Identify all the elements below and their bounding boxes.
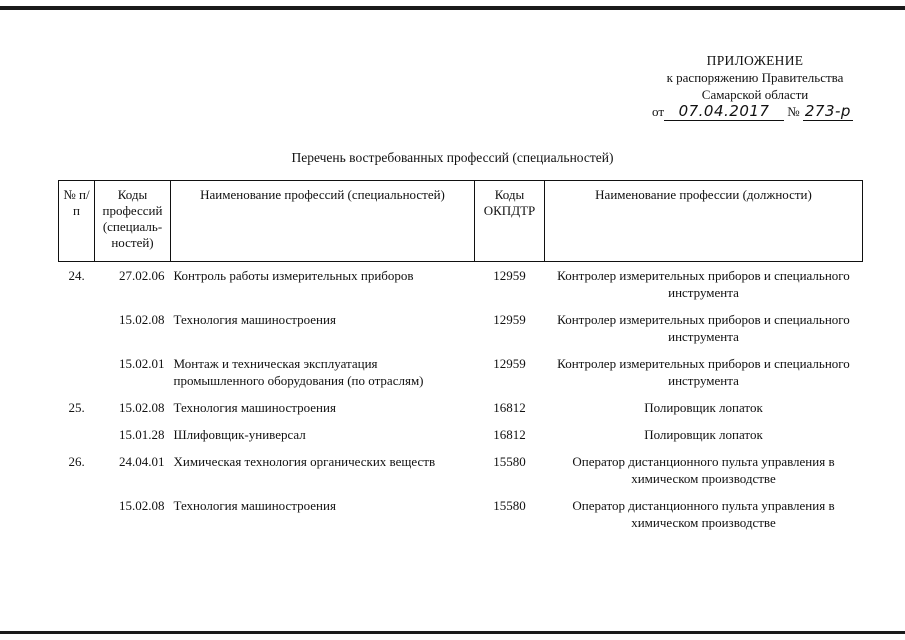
date-label: от bbox=[652, 104, 665, 119]
row-profession: Контролер измерительных приборов и специального инструмента bbox=[557, 356, 850, 388]
table-row bbox=[59, 394, 863, 421]
header-profession: Наименование профессии (должности) bbox=[545, 181, 863, 262]
row-okpdtr: 12959 bbox=[493, 312, 526, 327]
row-profession: Оператор дистанционного пульта управления в химическом производстве bbox=[572, 454, 835, 486]
header-name: Наименование профессий (специальностей) bbox=[171, 181, 475, 262]
annex-date-number bbox=[652, 102, 853, 121]
row-code: 27.02.06 bbox=[119, 268, 165, 283]
row-specialty: Технология машиностроения bbox=[173, 498, 336, 513]
table-header-row bbox=[59, 181, 863, 262]
row-profession: Полировщик лопаток bbox=[644, 400, 763, 415]
row-num bbox=[59, 421, 95, 448]
row-code: 15.02.08 bbox=[119, 312, 165, 327]
table-row bbox=[59, 262, 863, 307]
row-specialty: Шлифовщик-универсал bbox=[173, 427, 306, 442]
row-specialty: Химическая технология органических веществ bbox=[173, 454, 436, 469]
table-row bbox=[59, 350, 863, 394]
row-num bbox=[59, 306, 95, 350]
annex-block bbox=[600, 52, 905, 103]
row-code: 24.04.01 bbox=[119, 454, 165, 469]
row-okpdtr: 16812 bbox=[493, 400, 526, 415]
row-profession: Оператор дистанционного пульта управления в химическом производстве bbox=[572, 498, 835, 530]
row-code: 15.01.28 bbox=[119, 427, 165, 442]
table-row bbox=[59, 421, 863, 448]
row-specialty: Технология машиностроения bbox=[173, 400, 336, 415]
row-specialty: Контроль работы измерительных приборов bbox=[173, 268, 414, 283]
row-okpdtr: 12959 bbox=[493, 268, 526, 283]
table-row bbox=[59, 448, 863, 492]
row-num: 24. bbox=[68, 268, 85, 283]
handwritten-date: 07.04.2017 bbox=[664, 102, 784, 121]
annex-line-2: Самарской области bbox=[701, 87, 809, 102]
table-row bbox=[59, 306, 863, 350]
annex-title: ПРИЛОЖЕНИЕ bbox=[706, 53, 804, 68]
page-bottom-border bbox=[0, 631, 905, 634]
header-codes: Коды профессий (специаль-ностей) bbox=[95, 181, 171, 262]
row-okpdtr: 15580 bbox=[493, 498, 526, 513]
row-specialty: Технология машиностроения bbox=[173, 312, 336, 327]
row-num bbox=[59, 492, 95, 536]
row-num: 26. bbox=[68, 454, 85, 469]
page-top-border bbox=[0, 6, 905, 10]
row-code: 15.02.01 bbox=[119, 356, 165, 371]
row-num bbox=[59, 350, 95, 394]
annex-line-1: к распоряжению Правительства bbox=[666, 70, 844, 85]
row-okpdtr: 16812 bbox=[493, 427, 526, 442]
row-profession: Полировщик лопаток bbox=[644, 427, 763, 442]
row-num: 25. bbox=[68, 400, 85, 415]
row-profession: Контролер измерительных приборов и специального инструмента bbox=[557, 268, 850, 300]
header-okpdtr: Коды ОКПДТР bbox=[475, 181, 545, 262]
row-okpdtr: 15580 bbox=[493, 454, 526, 469]
row-profession: Контролер измерительных приборов и специального инструмента bbox=[557, 312, 850, 344]
document-title: Перечень востребованных профессий (специальностей) bbox=[291, 150, 614, 165]
handwritten-number: 273-р bbox=[804, 102, 851, 120]
row-okpdtr: 12959 bbox=[493, 356, 526, 371]
row-code: 15.02.08 bbox=[119, 400, 165, 415]
header-num: № п/п bbox=[59, 181, 95, 262]
table-row bbox=[59, 492, 863, 536]
row-code: 15.02.08 bbox=[119, 498, 165, 513]
row-specialty: Монтаж и техническая эксплуатация промышленного оборудования (по отраслям) bbox=[173, 356, 424, 388]
professions-table bbox=[58, 180, 863, 536]
number-label: № bbox=[787, 104, 800, 119]
